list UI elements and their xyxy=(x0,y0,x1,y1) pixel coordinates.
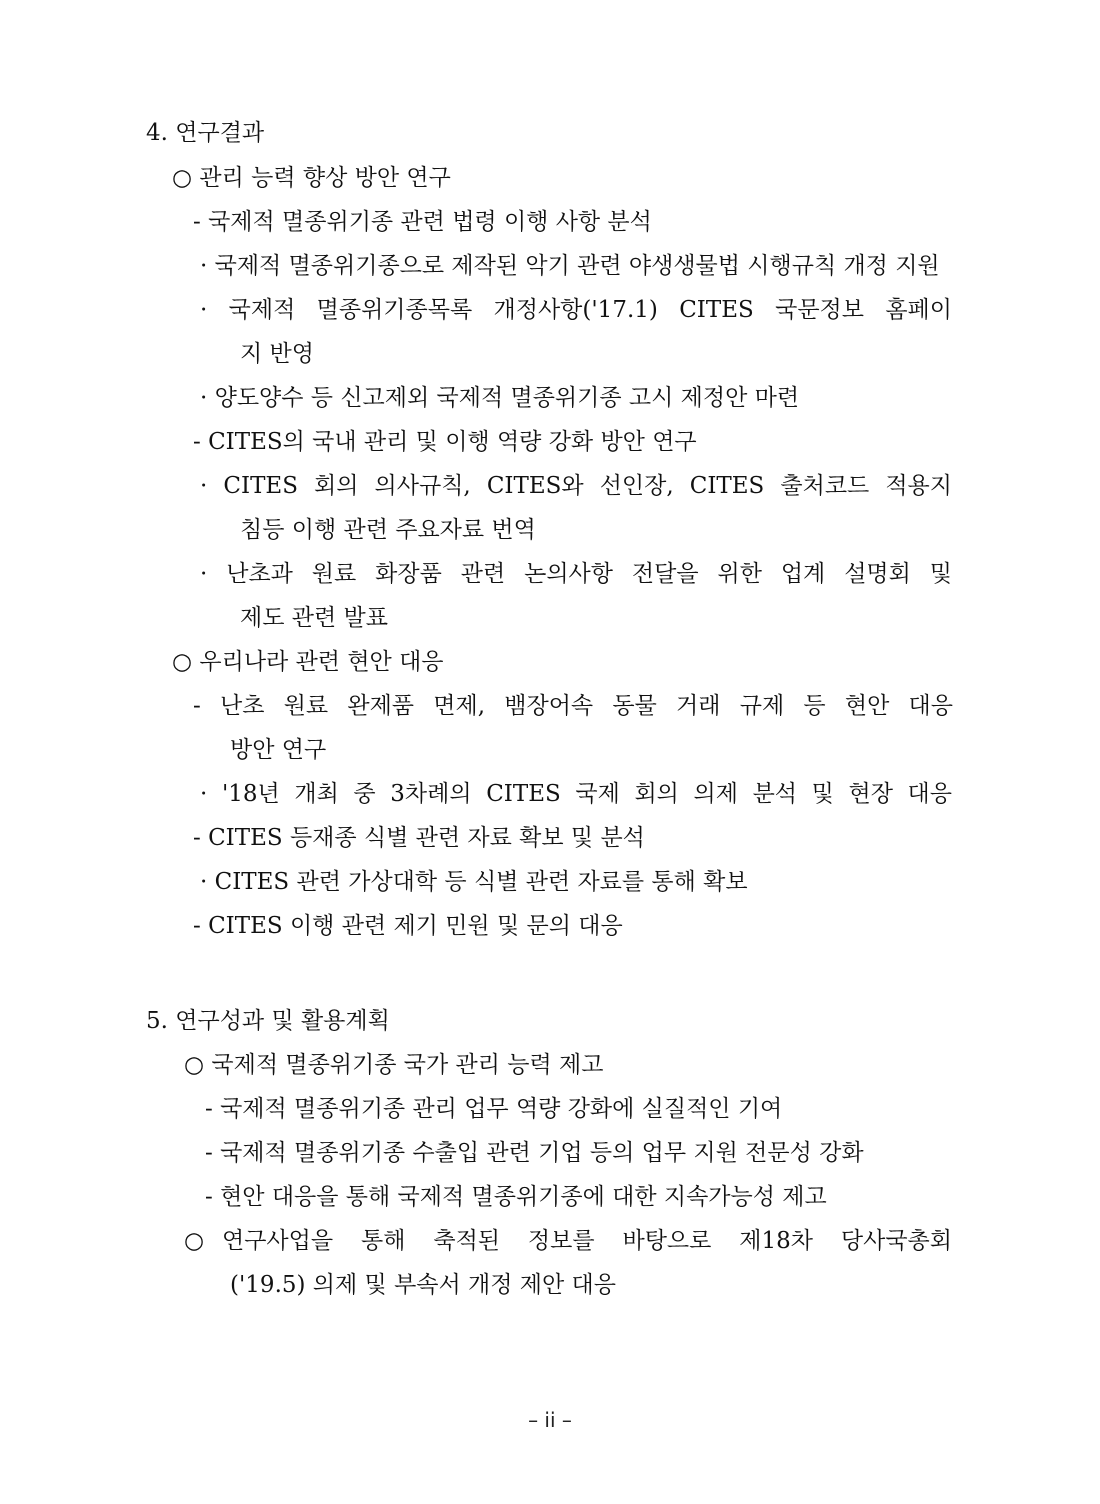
list-item: - 현안 대응을 통해 국제적 멸종위기종에 대한 지속가능성 제고 xyxy=(205,1184,827,1210)
sub-list-item-continuation: 지 반영 xyxy=(240,341,314,367)
block-title: 연구사업을 통해 축적된 정보를 바탕으로 제18차 당사국총회 xyxy=(222,1228,952,1254)
section-heading-outcomes: 5. 연구성과 및 활용계획 xyxy=(146,1008,390,1034)
block-title-continuation: ('19.5) 의제 및 부속서 개정 제안 대응 xyxy=(230,1272,616,1298)
block-heading xyxy=(184,1226,952,1256)
list-item: - 국제적 멸종위기종 관련 법령 이행 사항 분석 xyxy=(193,209,652,235)
circle-bullet-icon: ○ xyxy=(184,1052,205,1078)
block-heading xyxy=(172,163,451,193)
list-item: - CITES 이행 관련 제기 민원 및 문의 대응 xyxy=(193,913,623,939)
block-title: 우리나라 관련 현안 대응 xyxy=(199,649,444,675)
block-title: 국제적 멸종위기종 국가 관리 능력 제고 xyxy=(211,1052,604,1078)
block-heading xyxy=(172,647,444,677)
block-heading xyxy=(184,1050,603,1080)
sub-list-item-continuation: 제도 관련 발표 xyxy=(240,605,388,631)
circle-bullet-icon: ○ xyxy=(184,1228,205,1254)
block-title: 관리 능력 향상 방안 연구 xyxy=(199,165,451,191)
section-heading-results: 4. 연구결과 xyxy=(146,120,265,146)
sub-list-item-continuation: 침등 이행 관련 주요자료 번역 xyxy=(240,517,536,543)
circle-bullet-icon: ○ xyxy=(172,649,193,675)
sub-list-item: · 국제적 멸종위기종목록 개정사항('17.1) CITES 국문정보 홈페이 xyxy=(200,297,952,323)
sub-list-item: · 양도양수 등 신고제외 국제적 멸종위기종 고시 제정안 마련 xyxy=(200,385,800,411)
page-number: – ii – xyxy=(528,1408,572,1432)
sub-list-item: · 국제적 멸종위기종으로 제작된 악기 관련 야생생물법 시행규칙 개정 지원 xyxy=(200,253,940,279)
list-item: - CITES 등재종 식별 관련 자료 확보 및 분석 xyxy=(193,825,645,851)
list-item: - CITES의 국내 관리 및 이행 역량 강화 방안 연구 xyxy=(193,429,697,455)
list-item-continuation: 방안 연구 xyxy=(230,737,327,763)
list-item: - 국제적 멸종위기종 관리 업무 역량 강화에 실질적인 기여 xyxy=(205,1096,783,1122)
list-item: - 난초 원료 완제품 면제, 뱀장어속 동물 거래 규제 등 현안 대응 xyxy=(193,693,953,719)
sub-list-item: · '18년 개최 중 3차례의 CITES 국제 회의 의제 분석 및 현장 대응 xyxy=(200,781,952,807)
list-item: - 국제적 멸종위기종 수출입 관련 기업 등의 업무 지원 전문성 강화 xyxy=(205,1140,864,1166)
circle-bullet-icon: ○ xyxy=(172,165,193,191)
sub-list-item: · 난초과 원료 화장품 관련 논의사항 전달을 위한 업계 설명회 및 xyxy=(200,561,952,587)
sub-list-item: · CITES 회의 의사규칙, CITES와 선인장, CITES 출처코드 적용지 xyxy=(200,473,952,499)
sub-list-item: · CITES 관련 가상대학 등 식별 관련 자료를 통해 확보 xyxy=(200,869,748,895)
